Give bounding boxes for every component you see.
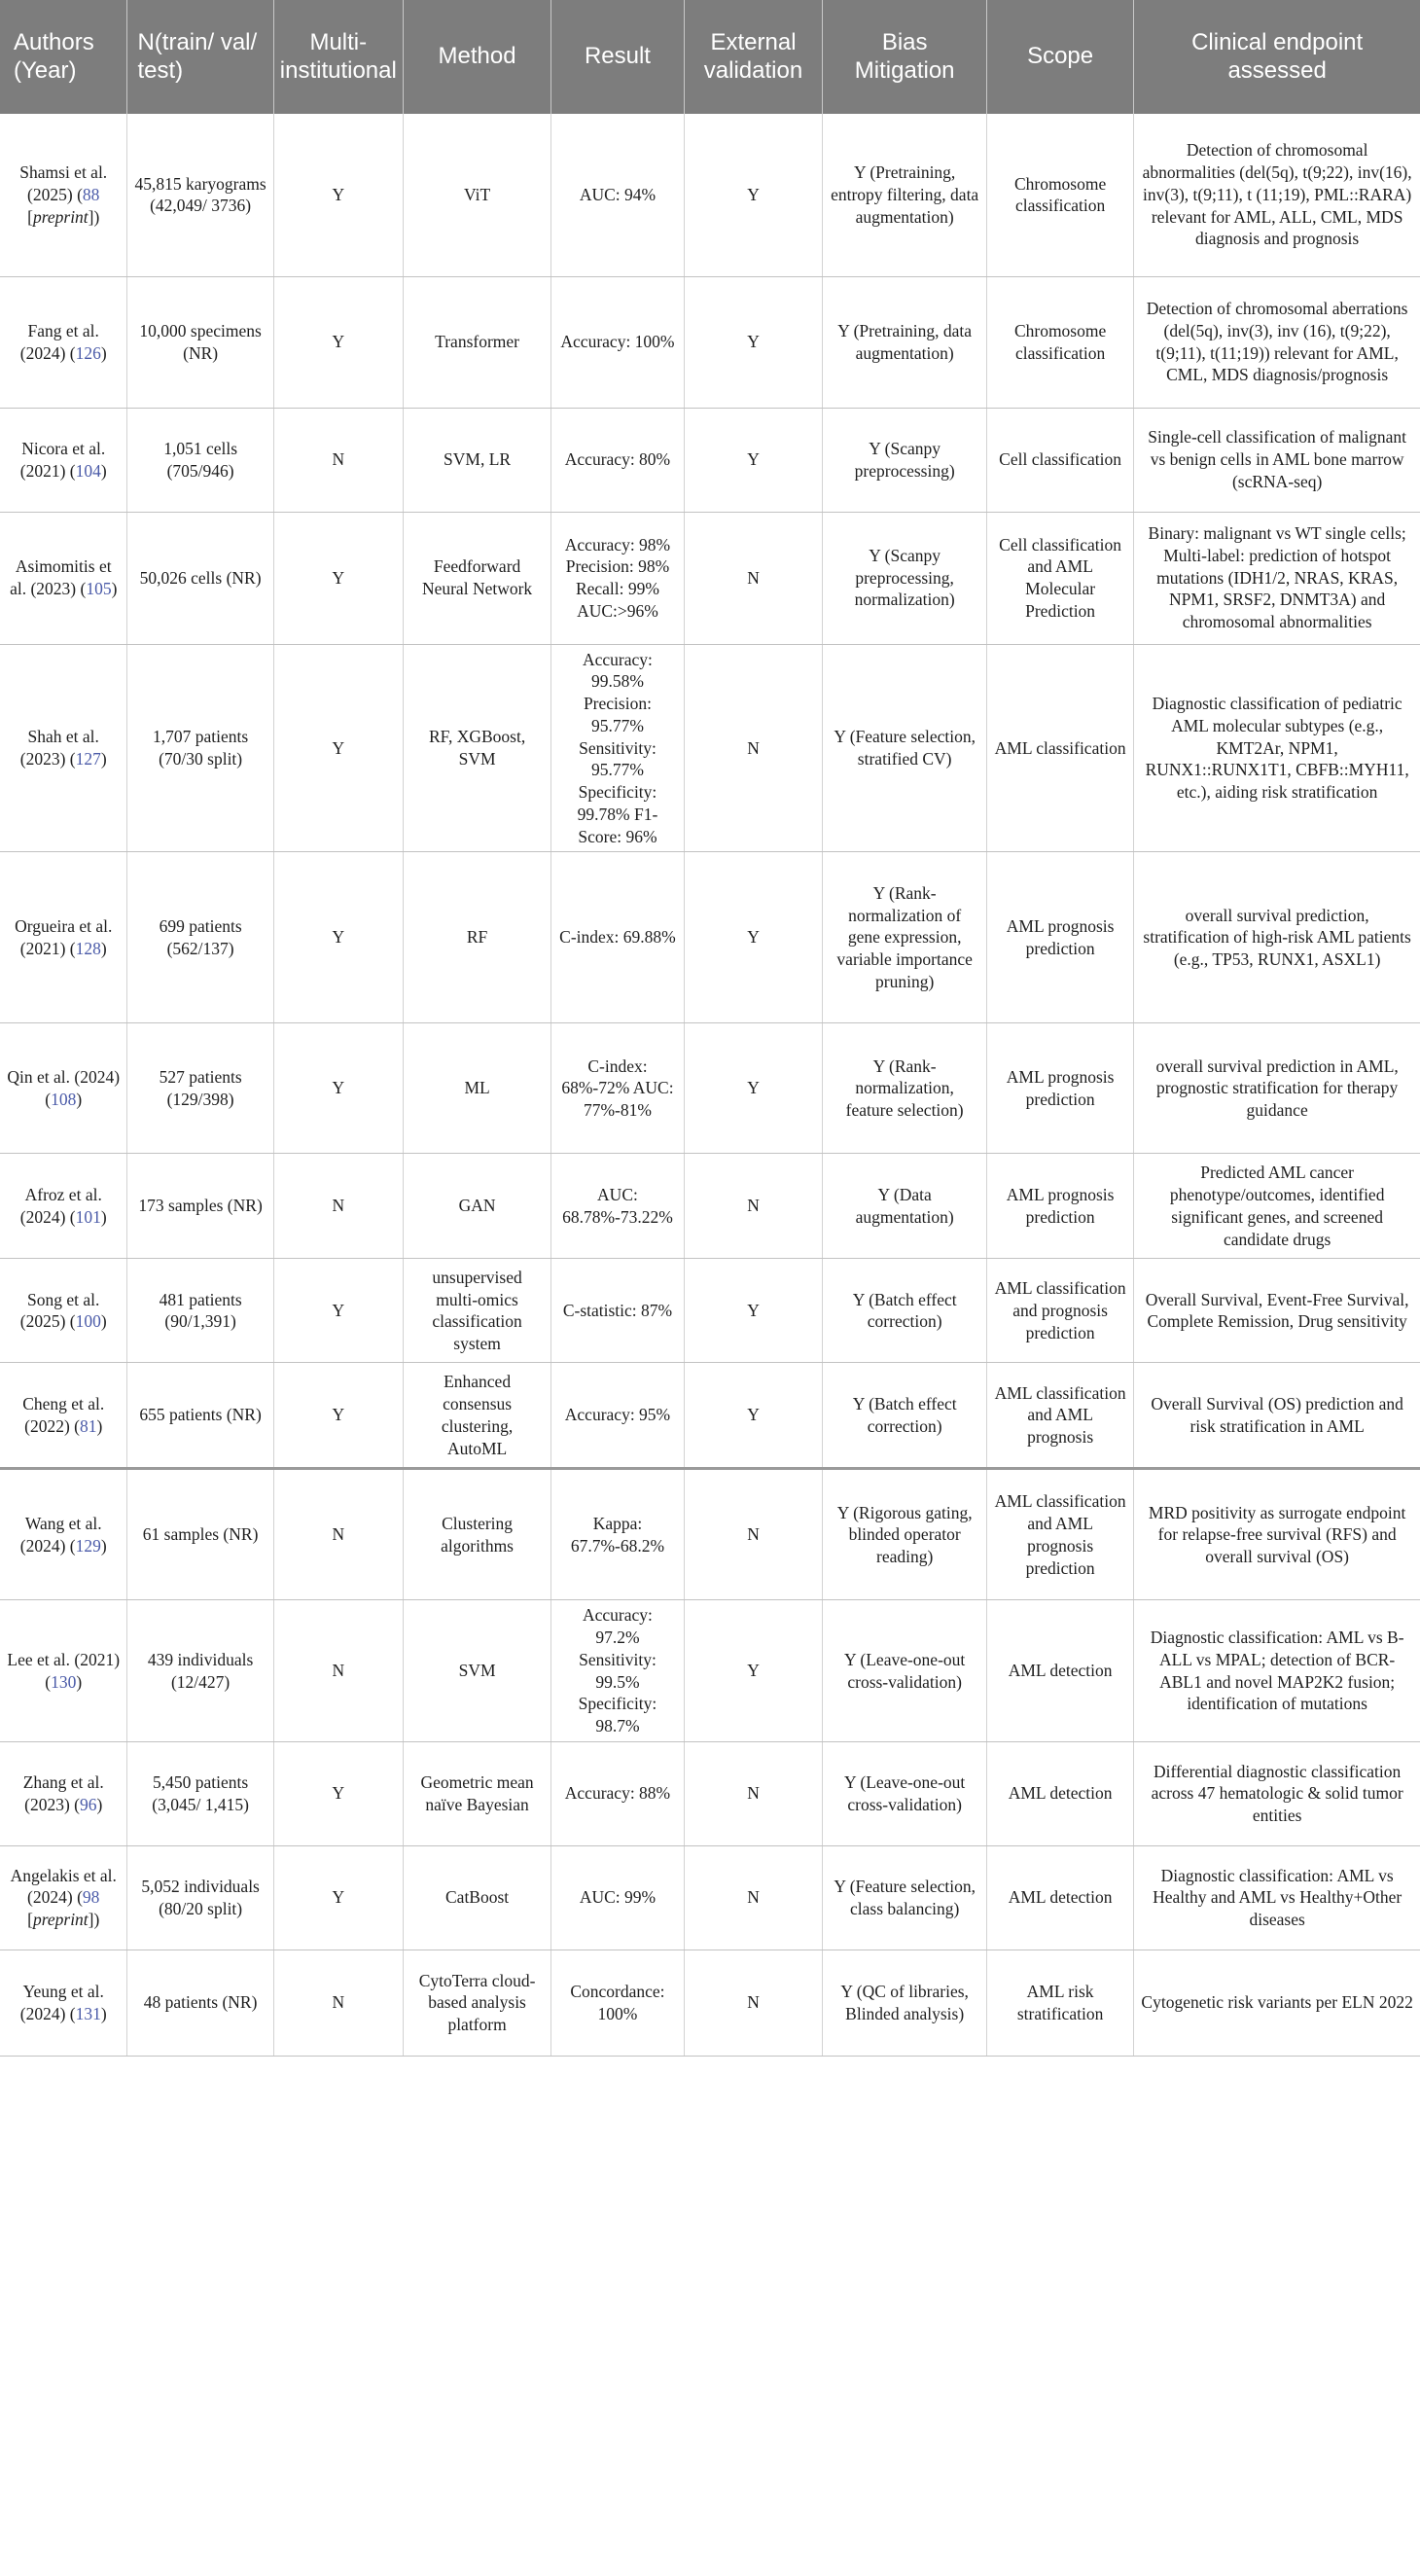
author-year: Zhang et al. (2023)	[22, 1772, 104, 1814]
cell-result: Concordance: 100%	[551, 1950, 684, 2056]
table-row	[0, 512, 1420, 644]
col-bias-mitigation: Bias Mitigation	[823, 0, 987, 114]
author-year: Afroz et al. (2024)	[19, 1185, 102, 1227]
cell-n: 699 patients (562/137)	[127, 852, 273, 1023]
cell-multi-institutional: Y	[273, 512, 403, 644]
author-year: Angelakis et al. (2024)	[10, 1865, 117, 1908]
author-year: Qin et al. (2024)	[7, 1067, 121, 1087]
cell-n: 655 patients (NR)	[127, 1363, 273, 1469]
cell-multi-institutional: N	[273, 1950, 403, 2056]
cell-result: AUC: 94%	[551, 114, 684, 276]
cell-scope: AML detection	[986, 1600, 1133, 1742]
table-row	[0, 644, 1420, 852]
author-year: Cheng et al. (2022)	[22, 1394, 105, 1436]
cell-method: SVM	[403, 1600, 550, 1742]
cell-method: Transformer	[403, 276, 550, 408]
cell-authors: Asimomitis et al. (2023) (105)	[0, 512, 127, 644]
cell-scope: Cell classification	[986, 408, 1133, 512]
cell-multi-institutional: Y	[273, 644, 403, 852]
table-row	[0, 1845, 1420, 1950]
cell-endpoint: Diagnostic classification: AML vs B-ALL vs MPAL; detection of BCR-ABL1 and novel MAP2K2 fusion; identification of mutations	[1134, 1600, 1420, 1742]
cell-bias-mitigation: Y (Feature selection, stratified CV)	[823, 644, 987, 852]
cell-result: Accuracy: 97.2% Sensitivity: 99.5% Specificity: 98.7%	[551, 1600, 684, 1742]
cell-multi-institutional: Y	[273, 1363, 403, 1469]
cell-method: SVM, LR	[403, 408, 550, 512]
cell-n: 45,815 karyograms (42,049/ 3736)	[127, 114, 273, 276]
cell-n: 481 patients (90/1,391)	[127, 1259, 273, 1363]
cell-bias-mitigation: Y (Batch effect correction)	[823, 1363, 987, 1469]
table-row	[0, 1950, 1420, 2056]
author-year: Orgueira et al. (2021)	[15, 916, 113, 958]
cell-method: RF	[403, 852, 550, 1023]
author-year: Song et al. (2025)	[19, 1289, 100, 1332]
cell-authors: Song et al. (2025) (100)	[0, 1259, 127, 1363]
reference-link[interactable]: 130	[51, 1671, 77, 1692]
cell-authors: Nicora et al. (2021) (104)	[0, 408, 127, 512]
cell-scope: AML prognosis prediction	[986, 1154, 1133, 1259]
reference-link[interactable]: 105	[86, 579, 112, 598]
cell-endpoint: Overall Survival, Event-Free Survival, Complete Remission, Drug sensitivity	[1134, 1259, 1420, 1363]
cell-authors: Wang et al. (2024) (129)	[0, 1469, 127, 1600]
cell-multi-institutional: N	[273, 1469, 403, 1600]
cell-authors: Cheng et al. (2022) (81)	[0, 1363, 127, 1469]
cell-result: AUC: 99%	[551, 1845, 684, 1950]
cell-endpoint: Differential diagnostic classification across 47 hematologic & solid tumor entities	[1134, 1741, 1420, 1845]
reference-link[interactable]: 104	[75, 460, 101, 481]
col-authors-year: Authors (Year)	[0, 0, 127, 114]
reference-link[interactable]: 128	[75, 938, 101, 958]
cell-bias-mitigation: Y (Rigorous gating, blinded operator reading)	[823, 1469, 987, 1600]
cell-n: 173 samples (NR)	[127, 1154, 273, 1259]
cell-method: GAN	[403, 1154, 550, 1259]
author-year: Shah et al. (2023)	[19, 727, 99, 769]
reference-link[interactable]: 126	[75, 342, 101, 363]
cell-scope: Cell classification and AML Molecular Prediction	[986, 512, 1133, 644]
cell-external-validation: N	[684, 1950, 823, 2056]
cell-method: Feedforward Neural Network	[403, 512, 550, 644]
cell-bias-mitigation: Y (Scanpy preprocessing, normalization)	[823, 512, 987, 644]
cell-multi-institutional: Y	[273, 852, 403, 1023]
cell-n: 1,707 patients (70/30 split)	[127, 644, 273, 852]
cell-endpoint: Cytogenetic risk variants per ELN 2022	[1134, 1950, 1420, 2056]
cell-multi-institutional: Y	[273, 114, 403, 276]
cell-authors: Fang et al. (2024) (126)	[0, 276, 127, 408]
cell-external-validation: N	[684, 1469, 823, 1600]
cell-bias-mitigation: Y (Batch effect correction)	[823, 1259, 987, 1363]
cell-endpoint: Diagnostic classification of pediatric AML molecular subtypes (e.g., KMT2Ar, NPM1, RUNX1::RUNX1T1, CBFB::MYH11, etc.), aiding risk stratification	[1134, 644, 1420, 852]
cell-endpoint: MRD positivity as surrogate endpoint for relapse-free survival (RFS) and overall survival (OS)	[1134, 1469, 1420, 1600]
cell-external-validation: Y	[684, 114, 823, 276]
cell-multi-institutional: N	[273, 408, 403, 512]
cell-endpoint: overall survival prediction in AML, prognostic stratification for therapy guidance	[1134, 1023, 1420, 1154]
cell-bias-mitigation: Y (Leave-one-out cross-validation)	[823, 1600, 987, 1742]
cell-scope: AML classification and AML prognosis prediction	[986, 1469, 1133, 1600]
col-clinical-endpoint: Clinical endpoint assessed	[1134, 0, 1420, 114]
cell-external-validation: Y	[684, 1259, 823, 1363]
cell-authors: Qin et al. (2024) (108)	[0, 1023, 127, 1154]
cell-method: CatBoost	[403, 1845, 550, 1950]
preprint-tag: preprint	[32, 206, 89, 227]
cell-n: 439 individuals (12/427)	[127, 1600, 273, 1742]
cell-bias-mitigation: Y (Rank-normalization, feature selection)	[823, 1023, 987, 1154]
cell-result: Accuracy: 99.58% Precision: 95.77% Sensitivity: 95.77% Specificity: 99.78% F1-Score: 96%	[551, 644, 684, 852]
cell-authors: Zhang et al. (2023) (96)	[0, 1741, 127, 1845]
cell-external-validation: Y	[684, 1363, 823, 1469]
cell-n: 61 samples (NR)	[127, 1469, 273, 1600]
author-year: Wang et al. (2024)	[19, 1514, 102, 1556]
cell-multi-institutional: N	[273, 1600, 403, 1742]
preprint-tag: preprint	[32, 1910, 89, 1930]
cell-endpoint: Overall Survival (OS) prediction and risk stratification in AML	[1134, 1363, 1420, 1469]
cell-result: C-statistic: 87%	[551, 1259, 684, 1363]
cell-multi-institutional: N	[273, 1154, 403, 1259]
cell-external-validation: Y	[684, 276, 823, 408]
cell-n: 5,450 patients (3,045/ 1,415)	[127, 1741, 273, 1845]
cell-scope: Chromosome classification	[986, 276, 1133, 408]
cell-scope: AML detection	[986, 1845, 1133, 1950]
cell-result: AUC: 68.78%-73.22%	[551, 1154, 684, 1259]
cell-scope: AML classification	[986, 644, 1133, 852]
author-year: Lee et al. (2021)	[7, 1649, 121, 1669]
table-row	[0, 1154, 1420, 1259]
cell-authors: Angelakis et al. (2024) (98 [preprint])	[0, 1845, 127, 1950]
cell-endpoint: Detection of chromosomal abnormalities (del(5q), t(9;22), inv(16), inv(3), t(9;11), t (11;19), PML::RARA) relevant for AML, ALL, CML, MDS diagnosis and prognosis	[1134, 114, 1420, 276]
author-year: Nicora et al. (2021)	[19, 438, 106, 481]
cell-method: RF, XGBoost, SVM	[403, 644, 550, 852]
cell-endpoint: overall survival prediction, stratification of high-risk AML patients (e.g., TP53, RUNX1, ASXL1)	[1134, 852, 1420, 1023]
cell-bias-mitigation: Y (Feature selection, class balancing)	[823, 1845, 987, 1950]
col-n-train-val-test: N(train/ val/ test)	[127, 0, 273, 114]
col-result: Result	[551, 0, 684, 114]
cell-authors: Orgueira et al. (2021) (128)	[0, 852, 127, 1023]
cell-result: Accuracy: 95%	[551, 1363, 684, 1469]
cell-result: Kappa: 67.7%-68.2%	[551, 1469, 684, 1600]
cell-result: Accuracy: 98% Precision: 98% Recall: 99% AUC:>96%	[551, 512, 684, 644]
cell-multi-institutional: Y	[273, 1741, 403, 1845]
cell-external-validation: Y	[684, 408, 823, 512]
col-multi-institutional: Multi-institutional	[273, 0, 403, 114]
cell-external-validation: N	[684, 1741, 823, 1845]
table-row	[0, 408, 1420, 512]
cell-n: 10,000 specimens (NR)	[127, 276, 273, 408]
cell-external-validation: N	[684, 1154, 823, 1259]
cell-n: 48 patients (NR)	[127, 1950, 273, 2056]
cell-endpoint: Diagnostic classification: AML vs Healthy and AML vs Healthy+Other diseases	[1134, 1845, 1420, 1950]
table-row	[0, 852, 1420, 1023]
cell-bias-mitigation: Y (Pretraining, entropy filtering, data augmentation)	[823, 114, 987, 276]
reference-link[interactable]: 101	[75, 1206, 101, 1227]
cell-multi-institutional: Y	[273, 1023, 403, 1154]
cell-bias-mitigation: Y (Rank-normalization of gene expression, variable importance pruning)	[823, 852, 987, 1023]
cell-multi-institutional: Y	[273, 276, 403, 408]
cell-result: C-index: 69.88%	[551, 852, 684, 1023]
cell-result: C-index: 68%-72% AUC: 77%-81%	[551, 1023, 684, 1154]
cell-result: Accuracy: 80%	[551, 408, 684, 512]
cell-scope: Chromosome classification	[986, 114, 1133, 276]
cell-external-validation: Y	[684, 1023, 823, 1154]
reference-link[interactable]: 100	[75, 1311, 101, 1332]
cell-bias-mitigation: Y (Scanpy preprocessing)	[823, 408, 987, 512]
cell-result: Accuracy: 88%	[551, 1741, 684, 1845]
cell-endpoint: Detection of chromosomal aberrations (del(5q), inv(3), inv (16), t(9;22), t(9;11), t(11;19)) relevant for AML, CML, MDS diagnosis/prognosis	[1134, 276, 1420, 408]
cell-authors: Lee et al. (2021) (130)	[0, 1600, 127, 1742]
cell-scope: AML detection	[986, 1741, 1133, 1845]
cell-n: 5,052 individuals (80/20 split)	[127, 1845, 273, 1950]
cell-authors: Shah et al. (2023) (127)	[0, 644, 127, 852]
header-row	[0, 0, 1420, 114]
cell-scope: AML classification and prognosis prediction	[986, 1259, 1133, 1363]
cell-external-validation: N	[684, 1845, 823, 1950]
cell-method: unsupervised multi-omics classification system	[403, 1259, 550, 1363]
cell-endpoint: Single-cell classification of malignant vs benign cells in AML bone marrow (scRNA-seq)	[1134, 408, 1420, 512]
cell-bias-mitigation: Y (Pretraining, data augmentation)	[823, 276, 987, 408]
cell-endpoint: Predicted AML cancer phenotype/outcomes, identified significant genes, and screened candidate drugs	[1134, 1154, 1420, 1259]
reference-link[interactable]: 108	[51, 1089, 77, 1109]
cell-scope: AML prognosis prediction	[986, 852, 1133, 1023]
col-scope: Scope	[986, 0, 1133, 114]
table-row	[0, 276, 1420, 408]
cell-method: ViT	[403, 114, 550, 276]
table-row	[0, 1259, 1420, 1363]
cell-authors: Yeung et al. (2024) (131)	[0, 1950, 127, 2056]
cell-scope: AML risk stratification	[986, 1950, 1133, 2056]
cell-external-validation: Y	[684, 852, 823, 1023]
cell-bias-mitigation: Y (Data augmentation)	[823, 1154, 987, 1259]
author-year: Asimomitis et al. (2023)	[10, 556, 112, 598]
cell-external-validation: N	[684, 512, 823, 644]
cell-n: 1,051 cells (705/946)	[127, 408, 273, 512]
cell-multi-institutional: Y	[273, 1259, 403, 1363]
cell-bias-mitigation: Y (Leave-one-out cross-validation)	[823, 1741, 987, 1845]
col-method: Method	[403, 0, 550, 114]
table-row	[0, 1363, 1420, 1469]
cell-n: 527 patients (129/398)	[127, 1023, 273, 1154]
table-row	[0, 114, 1420, 276]
cell-result: Accuracy: 100%	[551, 276, 684, 408]
cell-n: 50,026 cells (NR)	[127, 512, 273, 644]
table-row	[0, 1469, 1420, 1600]
cell-method: CytoTerra cloud-based analysis platform	[403, 1950, 550, 2056]
cell-external-validation: N	[684, 644, 823, 852]
col-external-validation: External validation	[684, 0, 823, 114]
reference-link[interactable]: 88	[82, 184, 100, 204]
reference-link[interactable]: 129	[75, 1535, 101, 1556]
table-row	[0, 1023, 1420, 1154]
table-row	[0, 1741, 1420, 1845]
reference-link[interactable]: 96	[80, 1794, 97, 1814]
cell-method: Clustering algorithms	[403, 1469, 550, 1600]
reference-link[interactable]: 98	[82, 1887, 100, 1908]
cell-multi-institutional: Y	[273, 1845, 403, 1950]
reference-link[interactable]: 127	[75, 748, 101, 769]
author-year: Shamsi et al. (2025)	[19, 162, 108, 204]
cell-method: ML	[403, 1023, 550, 1154]
reference-link[interactable]: 81	[80, 1415, 97, 1436]
cell-method: Geometric mean naïve Bayesian	[403, 1741, 550, 1845]
cell-authors: Afroz et al. (2024) (101)	[0, 1154, 127, 1259]
author-year: Fang et al. (2024)	[19, 320, 99, 363]
cell-external-validation: Y	[684, 1600, 823, 1742]
cell-bias-mitigation: Y (QC of libraries, Blinded analysis)	[823, 1950, 987, 2056]
cell-authors: Shamsi et al. (2025) (88 [preprint])	[0, 114, 127, 276]
table-row	[0, 1600, 1420, 1742]
cell-endpoint: Binary: malignant vs WT single cells; Multi-label: prediction of hotspot mutations (IDH1/2, NRAS, KRAS, NPM1, SRSF2, DNMT3A) and chromosomal abnormalities	[1134, 512, 1420, 644]
cell-scope: AML classification and AML prognosis	[986, 1363, 1133, 1469]
cell-scope: AML prognosis prediction	[986, 1023, 1133, 1154]
author-year: Yeung et al. (2024)	[19, 1982, 104, 2023]
cell-method: Enhanced consensus clustering, AutoML	[403, 1363, 550, 1469]
reference-link[interactable]: 131	[75, 2003, 101, 2023]
